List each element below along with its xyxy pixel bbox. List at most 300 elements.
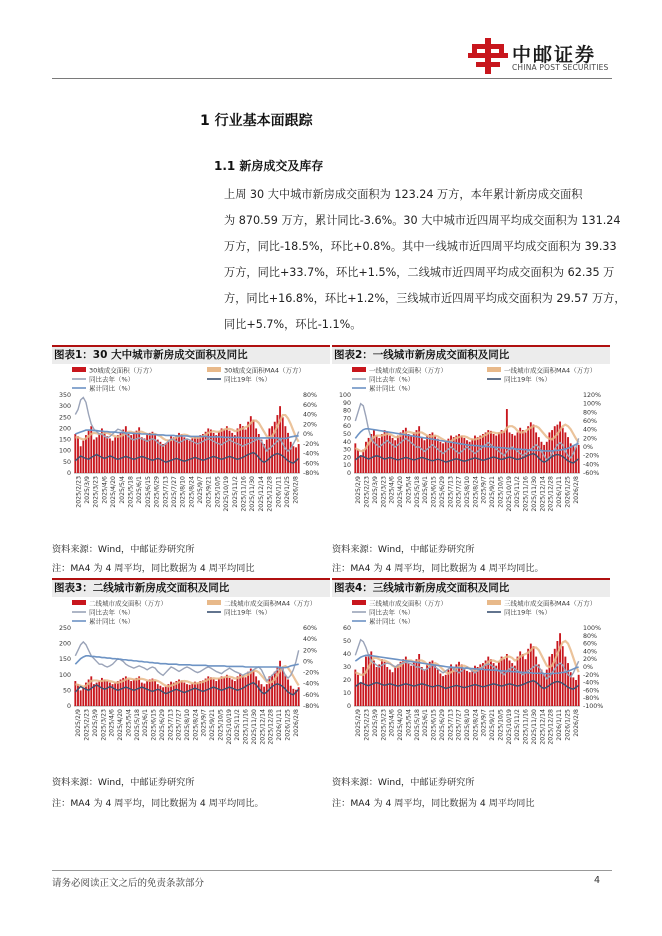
- x-tick-label: 2025/7/27: [170, 475, 178, 508]
- bar: [402, 430, 404, 473]
- y-tick-label-left: 200: [58, 640, 71, 648]
- paragraph-line: 万方，同比+33.7%，环比+1.5%，二线城市近四周平均成交面积为 62.35 万: [224, 266, 615, 279]
- bar: [530, 644, 532, 706]
- bar: [522, 654, 524, 706]
- x-tick-label: 2025/6/1: [136, 475, 144, 504]
- x-tick-label: 2025/11/16: [522, 708, 530, 745]
- legend-label: 累计同比（%）: [89, 384, 135, 393]
- bar: [447, 439, 449, 473]
- bar: [207, 428, 209, 473]
- x-tick-label: 2025/12/14: [539, 708, 547, 745]
- bar: [261, 684, 263, 706]
- bar: [509, 432, 511, 473]
- bar: [154, 681, 156, 706]
- bar: [247, 422, 249, 473]
- x-tick-label: 2025/4/6: [388, 709, 396, 737]
- bar: [268, 428, 270, 473]
- bar: [226, 426, 228, 473]
- chart-title: 图表2：一线城市新房成交面积及同比: [332, 345, 610, 364]
- bar: [501, 657, 503, 706]
- x-tick-label: 2025/10/19: [505, 475, 513, 512]
- bar: [255, 428, 257, 473]
- x-tick-label: 2025/12/14: [259, 708, 267, 745]
- bar: [144, 684, 146, 706]
- x-tick-label: 2025/10/5: [497, 708, 505, 741]
- bar: [578, 675, 580, 706]
- legend-swatch: [72, 367, 86, 372]
- bar: [85, 435, 87, 473]
- x-tick-label: 2025/9/7: [200, 708, 208, 737]
- bar: [183, 437, 185, 473]
- x-tick-label: 2025/8/24: [472, 708, 480, 741]
- x-tick-label: 2025/11/2: [231, 476, 239, 508]
- bar: [165, 443, 167, 473]
- y-tick-label-right: 20%: [303, 421, 317, 429]
- x-tick-label: 2025/8/10: [464, 709, 471, 741]
- footer-divider: [52, 870, 612, 871]
- x-tick-label: 2025/2/9: [355, 476, 363, 504]
- y-tick-label-left: 0: [66, 470, 71, 477]
- x-tick-label: 2025/4/6: [388, 476, 396, 504]
- bar: [432, 661, 434, 707]
- page-number: 4: [594, 875, 601, 886]
- bar: [405, 657, 407, 706]
- x-tick-label: 2025/7/13: [167, 709, 175, 741]
- bar: [429, 662, 431, 706]
- bar: [215, 435, 217, 473]
- x-tick-label: 2025/12/28: [547, 475, 555, 512]
- y-tick-label-right: -100%: [583, 703, 604, 710]
- bar: [271, 675, 273, 706]
- x-tick-label: 2025/3/9: [371, 476, 379, 504]
- x-tick-label: 2025/3/23: [100, 709, 108, 741]
- legend-label: 同比去年（%）: [369, 608, 415, 617]
- bar: [215, 681, 217, 706]
- x-tick-label: 2025/6/29: [153, 476, 161, 508]
- x-tick-label: 2025/5/4: [125, 709, 133, 737]
- bar: [170, 436, 172, 473]
- bar: [258, 680, 260, 706]
- bar: [424, 670, 426, 706]
- bar: [482, 434, 484, 473]
- legend-label: 三线城市成交面积（万方）: [369, 599, 447, 608]
- bar: [487, 430, 489, 473]
- bar: [466, 671, 468, 706]
- paragraph-line: 同比+5.7%，环比-1.1%。: [224, 318, 362, 331]
- y-tick-label-right: 60%: [303, 401, 317, 409]
- bar: [234, 435, 236, 473]
- bar: [117, 681, 119, 706]
- x-tick-label: 2025/6/29: [158, 709, 166, 741]
- bar: [455, 436, 457, 473]
- bar: [426, 436, 428, 473]
- section-heading: 1 行业基本面跟踪: [200, 113, 313, 129]
- bar: [178, 433, 180, 473]
- bar: [365, 657, 367, 706]
- y-tick-label-right: 40%: [583, 426, 597, 434]
- legend-label: 一线城市成交面积（万方）: [369, 366, 447, 375]
- bar: [114, 683, 116, 706]
- y-tick-label-left: 20: [342, 677, 351, 684]
- x-tick-label: 2025/7/27: [175, 709, 183, 741]
- x-tick-label: 2025/11/2: [514, 708, 522, 741]
- brand-logo-icon: [468, 38, 508, 74]
- bar: [461, 436, 463, 473]
- bar: [210, 677, 212, 706]
- x-tick-label: 2025/3/9: [84, 476, 92, 504]
- bar: [519, 428, 521, 473]
- bar: [223, 677, 225, 706]
- bar: [551, 654, 553, 706]
- bar: [191, 438, 193, 473]
- legend-label: 三线城市成交面积MA4（万方）: [504, 599, 597, 608]
- bar: [77, 436, 79, 473]
- bar: [186, 440, 188, 473]
- x-tick-label: 2025/5/4: [405, 476, 413, 504]
- bar: [210, 430, 212, 473]
- bar: [197, 683, 199, 706]
- y-tick-label-left: 100: [58, 447, 71, 455]
- x-tick-label: 2025/2/23: [363, 476, 371, 508]
- x-tick-label: 2025/8/10: [179, 475, 187, 508]
- x-tick-label: 2025/3/9: [371, 709, 379, 737]
- x-tick-label: 2025/7/13: [447, 476, 455, 508]
- y-tick-label-right: 100%: [583, 625, 602, 632]
- x-tick-label: 2025/7/27: [455, 709, 463, 741]
- bar: [292, 446, 294, 473]
- y-tick-label-right: -40%: [303, 450, 320, 458]
- y-tick-label-right: -20%: [303, 669, 320, 677]
- chart-note: 注：MA4 为 4 周平均，同比数据为 4 周平均同比。: [52, 798, 264, 809]
- y-tick-label-left: 0: [346, 703, 351, 710]
- x-tick-label: 2025/2/9: [355, 709, 363, 737]
- y-tick-label-right: -60%: [583, 687, 600, 695]
- bar: [199, 435, 201, 473]
- x-tick-label: 2025/4/6: [101, 475, 109, 504]
- bar: [104, 432, 106, 473]
- legend-swatch: [352, 600, 366, 605]
- bar: [146, 681, 148, 706]
- y-tick-label-left: 250: [58, 414, 71, 422]
- bar: [421, 667, 423, 706]
- bar: [146, 434, 148, 473]
- chart-figure: [52, 365, 330, 535]
- y-tick-label-left: 150: [58, 436, 71, 444]
- x-tick-label: 2025/8/10: [464, 476, 471, 508]
- x-tick-label: 2025/7/13: [162, 476, 170, 508]
- y-tick-label-left: 20: [342, 454, 351, 462]
- y-tick-label-right: -60%: [303, 691, 320, 699]
- header-divider: [52, 78, 612, 79]
- chart-panel-4: [332, 578, 610, 768]
- chart-figure: [52, 598, 330, 768]
- y-tick-label-right: -80%: [303, 470, 320, 477]
- x-tick-label: 2026/1/11: [556, 475, 564, 508]
- bar: [439, 674, 441, 707]
- chart-title: 图表3：二线城市新房成交面积及同比: [52, 578, 330, 597]
- x-tick-label: 2025/12/28: [267, 708, 275, 745]
- x-tick-label: 2026/1/25: [564, 475, 572, 508]
- y-tick-label-left: 0: [66, 703, 71, 710]
- bar: [117, 435, 119, 473]
- x-tick-label: 2026/2/8: [292, 708, 300, 737]
- bar: [575, 680, 577, 706]
- bar: [221, 428, 223, 473]
- bar: [292, 689, 294, 706]
- bar: [368, 654, 370, 706]
- bar: [159, 686, 161, 706]
- y-tick-label-right: -80%: [303, 703, 320, 710]
- bar: [392, 438, 394, 473]
- bar: [463, 438, 465, 473]
- chart-figure: [332, 598, 610, 768]
- bar: [413, 662, 415, 706]
- bar: [389, 436, 391, 473]
- bar: [234, 681, 236, 706]
- y-tick-label-right: 80%: [583, 632, 597, 640]
- bar: [183, 683, 185, 706]
- y-tick-label-left: 30: [342, 664, 351, 671]
- y-tick-label-right: 20%: [583, 656, 597, 664]
- bar: [360, 456, 362, 473]
- legend-label: 同比19年（%）: [224, 608, 271, 617]
- bar: [82, 687, 84, 706]
- bar: [245, 430, 247, 473]
- bar: [533, 646, 535, 706]
- bar: [354, 670, 356, 706]
- bar: [173, 437, 175, 473]
- x-tick-label: 2025/6/15: [150, 709, 158, 741]
- x-tick-label: 2025/4/20: [110, 476, 118, 508]
- x-tick-label: 2025/9/7: [480, 708, 488, 737]
- legend-swatch: [207, 367, 221, 372]
- x-tick-label: 2025/6/1: [422, 476, 430, 504]
- bar: [546, 442, 548, 473]
- bar: [421, 438, 423, 473]
- x-tick-label: 2025/2/23: [363, 709, 371, 741]
- x-tick-label: 2025/12/28: [547, 708, 555, 745]
- y-tick-label-left: 100: [338, 392, 351, 399]
- bar: [378, 438, 380, 473]
- bar: [114, 437, 116, 473]
- bar: [530, 422, 532, 473]
- x-tick-label: 2025/5/18: [413, 476, 421, 508]
- bar: [434, 436, 436, 473]
- bar: [493, 434, 495, 473]
- bar: [106, 681, 108, 706]
- x-tick-label: 2026/1/11: [275, 476, 283, 508]
- bar: [424, 440, 426, 473]
- legend-swatch: [487, 600, 501, 605]
- x-tick-label: 2025/2/23: [83, 709, 91, 741]
- x-tick-label: 2025/11/2: [234, 708, 242, 741]
- bar: [501, 430, 503, 473]
- body-paragraph: [224, 182, 626, 338]
- bar: [189, 441, 191, 473]
- bar: [144, 438, 146, 473]
- bar: [104, 679, 106, 706]
- x-tick-label: 2025/8/24: [188, 476, 196, 508]
- bar: [445, 675, 447, 706]
- chart-panel-3: [52, 578, 330, 768]
- footer-disclaimer: 请务必阅读正文之后的免责条款部分: [52, 878, 205, 889]
- bar: [263, 687, 265, 706]
- bar: [159, 442, 161, 473]
- bar: [522, 430, 524, 473]
- bar: [357, 450, 359, 473]
- x-tick-label: 2025/6/1: [422, 709, 430, 737]
- x-tick-label: 2025/6/15: [430, 709, 438, 741]
- bar: [223, 430, 225, 473]
- paragraph-line: 为 870.59 万方，累计同比-3.6%。30 大中城市近四周平均成交面积为 131.24: [224, 214, 621, 227]
- bar: [527, 649, 529, 706]
- legend-label: 同比19年（%）: [224, 375, 271, 384]
- chart-title: 图表4：三线城市新房成交面积及同比: [332, 578, 610, 597]
- chart-title: 图表1：30 大中城市新房成交面积及同比: [52, 345, 330, 364]
- bar: [128, 434, 130, 473]
- bar: [199, 681, 201, 706]
- y-tick-label-left: 40: [342, 438, 351, 446]
- bar: [442, 676, 444, 706]
- bar: [141, 683, 143, 706]
- bar: [485, 432, 487, 473]
- paragraph-line: 万方，同比-18.5%，环比+0.8%。其中一线城市近四周平均成交面积为 39.33: [224, 240, 617, 253]
- bar: [477, 437, 479, 473]
- x-tick-label: 2025/12/14: [257, 475, 265, 512]
- x-tick-label: 2026/2/8: [572, 708, 580, 737]
- legend-swatch: [352, 367, 366, 372]
- x-tick-label: 2025/10/5: [497, 475, 505, 508]
- bar: [514, 436, 516, 473]
- bar: [247, 672, 249, 706]
- chart-source: 资料来源：Wind，中邮证券研究所: [52, 777, 195, 788]
- bar: [376, 667, 378, 706]
- bar: [221, 676, 223, 706]
- bar: [538, 437, 540, 473]
- chart-source: 资料来源：Wind，中邮证券研究所: [332, 544, 475, 555]
- x-tick-label: 2025/3/23: [380, 476, 388, 508]
- bar: [157, 440, 159, 473]
- x-tick-label: 2025/8/10: [184, 709, 191, 741]
- bar: [152, 432, 154, 473]
- x-tick-label: 2026/1/25: [284, 708, 292, 741]
- y-tick-label-left: 90: [342, 399, 351, 407]
- y-tick-label-left: 250: [58, 625, 71, 632]
- bar: [394, 667, 396, 706]
- y-tick-label-right: 0%: [303, 431, 313, 438]
- y-tick-label-left: 150: [58, 656, 71, 664]
- bar: [197, 437, 199, 473]
- x-tick-label: 2025/4/20: [397, 709, 405, 741]
- x-tick-label: 2025/12/14: [539, 475, 547, 512]
- bar: [261, 440, 263, 473]
- x-tick-label: 2026/1/25: [283, 475, 291, 508]
- y-tick-label-left: 50: [342, 431, 351, 438]
- y-tick-label-right: 20%: [303, 647, 317, 655]
- x-tick-label: 2025/11/16: [240, 476, 248, 512]
- y-tick-label-right: -20%: [303, 440, 320, 448]
- bar: [511, 434, 513, 473]
- y-tick-label-right: 60%: [583, 640, 597, 648]
- bar: [498, 662, 500, 706]
- x-tick-label: 2025/3/23: [380, 709, 388, 741]
- y-tick-label-left: 10: [342, 690, 351, 697]
- bar: [194, 682, 196, 706]
- bar: [226, 675, 228, 706]
- x-tick-label: 2025/5/18: [413, 709, 421, 741]
- paragraph-line: 上周 30 大中城市新房成交面积为 123.24 万方，本年累计新房成交面积: [224, 188, 583, 201]
- bar: [541, 442, 543, 473]
- bar: [162, 444, 164, 473]
- x-tick-label: 2025/3/23: [92, 475, 100, 508]
- y-tick-label-right: 120%: [583, 392, 602, 399]
- x-tick-label: 2025/9/21: [205, 475, 213, 508]
- bar: [202, 680, 204, 706]
- y-tick-label-right: 0%: [583, 444, 593, 451]
- bar: [268, 676, 270, 706]
- y-tick-label-right: -60%: [583, 470, 600, 477]
- bar: [517, 657, 519, 706]
- bar: [130, 681, 132, 706]
- x-tick-label: 2025/8/24: [472, 475, 480, 508]
- x-tick-label: 2025/9/7: [480, 475, 488, 504]
- x-tick-label: 2025/9/21: [209, 708, 217, 741]
- bar: [77, 684, 79, 706]
- x-tick-label: 2025/12/28: [266, 476, 274, 512]
- y-tick-label-right: -80%: [583, 695, 600, 703]
- bar: [572, 446, 574, 473]
- bar: [535, 432, 537, 473]
- bar: [381, 434, 383, 473]
- x-tick-label: 2025/11/16: [522, 475, 530, 512]
- chart-figure: [332, 365, 610, 535]
- x-tick-label: 2025/11/30: [530, 475, 538, 512]
- bar: [506, 409, 508, 473]
- y-tick-label-left: 50: [62, 458, 71, 466]
- y-tick-label-right: -60%: [303, 460, 320, 468]
- bar: [231, 433, 233, 473]
- bar: [384, 662, 386, 706]
- bar: [413, 432, 415, 473]
- bar: [133, 432, 135, 473]
- x-tick-label: 2025/9/21: [489, 708, 497, 741]
- bar: [138, 676, 140, 706]
- brand-logo: [468, 38, 618, 74]
- bar: [410, 436, 412, 473]
- x-tick-label: 2025/10/19: [225, 708, 233, 745]
- bar: [245, 677, 247, 706]
- bar: [120, 433, 122, 473]
- y-tick-label-left: 60: [342, 423, 351, 431]
- bar: [205, 679, 207, 706]
- bar: [357, 675, 359, 706]
- y-tick-label-right: 40%: [303, 411, 317, 419]
- bar: [167, 440, 169, 473]
- bar: [191, 684, 193, 706]
- bar: [287, 433, 289, 473]
- bar: [495, 666, 497, 706]
- y-tick-label-left: 50: [342, 638, 351, 645]
- bar: [157, 684, 159, 706]
- legend-label: 30城成交面积MA4（万方）: [224, 366, 305, 375]
- bar: [253, 420, 255, 473]
- x-tick-label: 2025/9/21: [489, 475, 497, 508]
- bar: [479, 436, 481, 473]
- bar: [400, 662, 402, 706]
- x-tick-label: 2025/4/20: [117, 709, 125, 741]
- x-tick-label: 2025/5/4: [118, 476, 126, 504]
- legend-swatch: [487, 367, 501, 372]
